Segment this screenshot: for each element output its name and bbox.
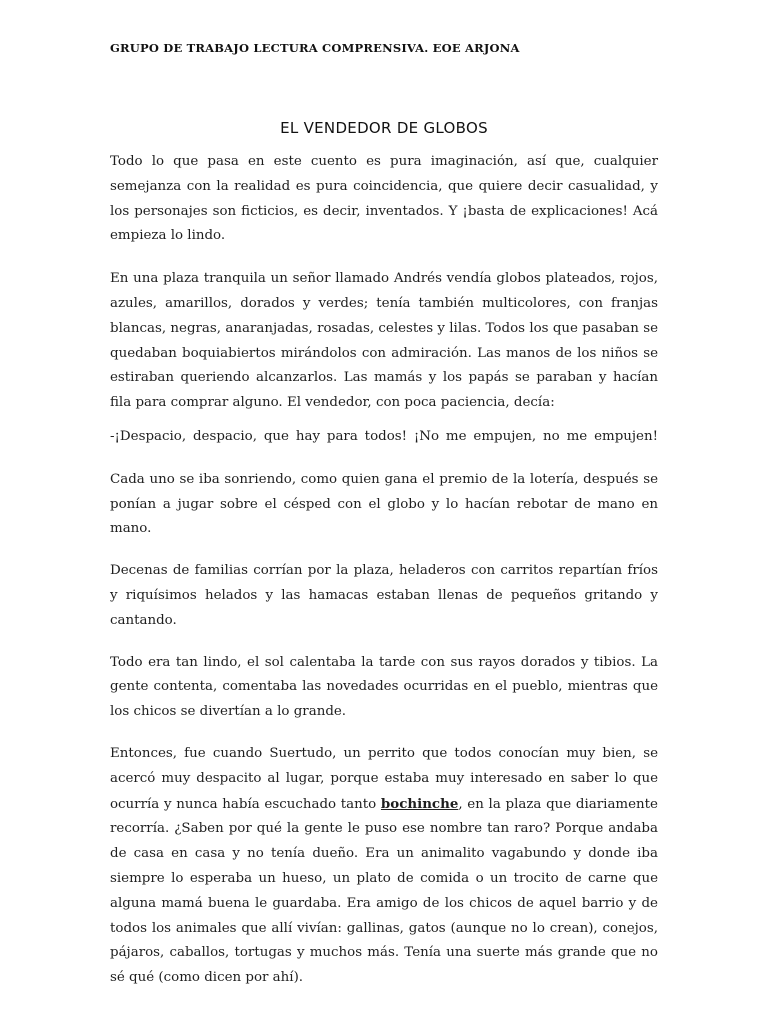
keyword-bochinche: bochinche (380, 795, 459, 812)
paragraph-plaza: En una plaza tranquila un señor llamado Andrés vendía globos plateados, rojos, azules, amarillos, dorados y verdes; tenía también multicolores, con franjas blancas, negras, anaranjadas, rosadas, celestes y lilas. Todos los que pasaban se quedaban boquiabiertos mirándolos con admiración. Las manos de los niños se estiraban queriendo alcanzarlos. Las mamás y los papás se paraban y hacían fila para comprar alguno. El vendedor, con poca paciencia, decía: (110, 271, 658, 411)
paragraph-familias: Decenas de familias corrían por la plaza, heladeros con carritos repartían fríos y riquísimos helados y las hamacas estaban llenas de pequeños gritando y cantando. (110, 563, 658, 628)
document-title: EL VENDEDOR DE GLOBOS (280, 119, 488, 137)
paragraph-suertudo-before: Entonces, fue cuando Suertudo, un perrito que todos conocían muy bien, se acercó muy despacito al lugar, porque estaba muy interesado en saber lo que ocurría y nunca había escuchado tanto (110, 745, 658, 812)
paragraph-loteria: Cada uno se iba sonriendo, como quien gana el premio de la lotería, después se ponían a jugar sobre el césped con el globo y lo hacían rebotar de mano en mano. (110, 471, 658, 537)
page-header: GRUPO DE TRABAJO LECTURA COMPRENSIVA. EOE ARJONA (110, 41, 520, 55)
paragraph-suertudo-after: , en la plaza que diariamente recorría. ¿Saben por qué la gente le puso ese nombre tan raro? Porque andaba de casa en casa y no tenía dueño. Era un animalito vagabundo y donde iba siempre lo esperaba un hueso, un plato de comida o un trocito de carne que alguna mamá buena le guardaba. Era amigo de los chicos de aquel barrio y de todos los animales que allí vivían: gallinas, gatos (aunque no lo crean), conejos, pájaros, caballos, tortugas y muchos más. Tenía una suerte más grande que no sé qué (como dicen por ahí). (110, 796, 658, 986)
document-body (110, 150, 658, 991)
paragraph-sol: Todo era tan lindo, el sol calentaba la tarde con sus rayos dorados y tibios. La gente contenta, comentaba las novedades ocurridas en el pueblo, mientras que los chicos se divertían a lo grande. (110, 654, 658, 720)
paragraph-dialogue: -¡Despacio, despacio, que hay para todos! ¡No me empujen, no me empujen! (110, 428, 658, 444)
paragraph-suertudo (110, 742, 658, 991)
paragraph-intro: Todo lo que pasa en este cuento es pura imaginación, así que, cualquier semejanza con la realidad es pura coincidencia, que quiere decir casualidad, y los personajes son ficticios, es decir, inventados. Y ¡basta de explicaciones! Acá empieza lo lindo. (110, 154, 658, 244)
